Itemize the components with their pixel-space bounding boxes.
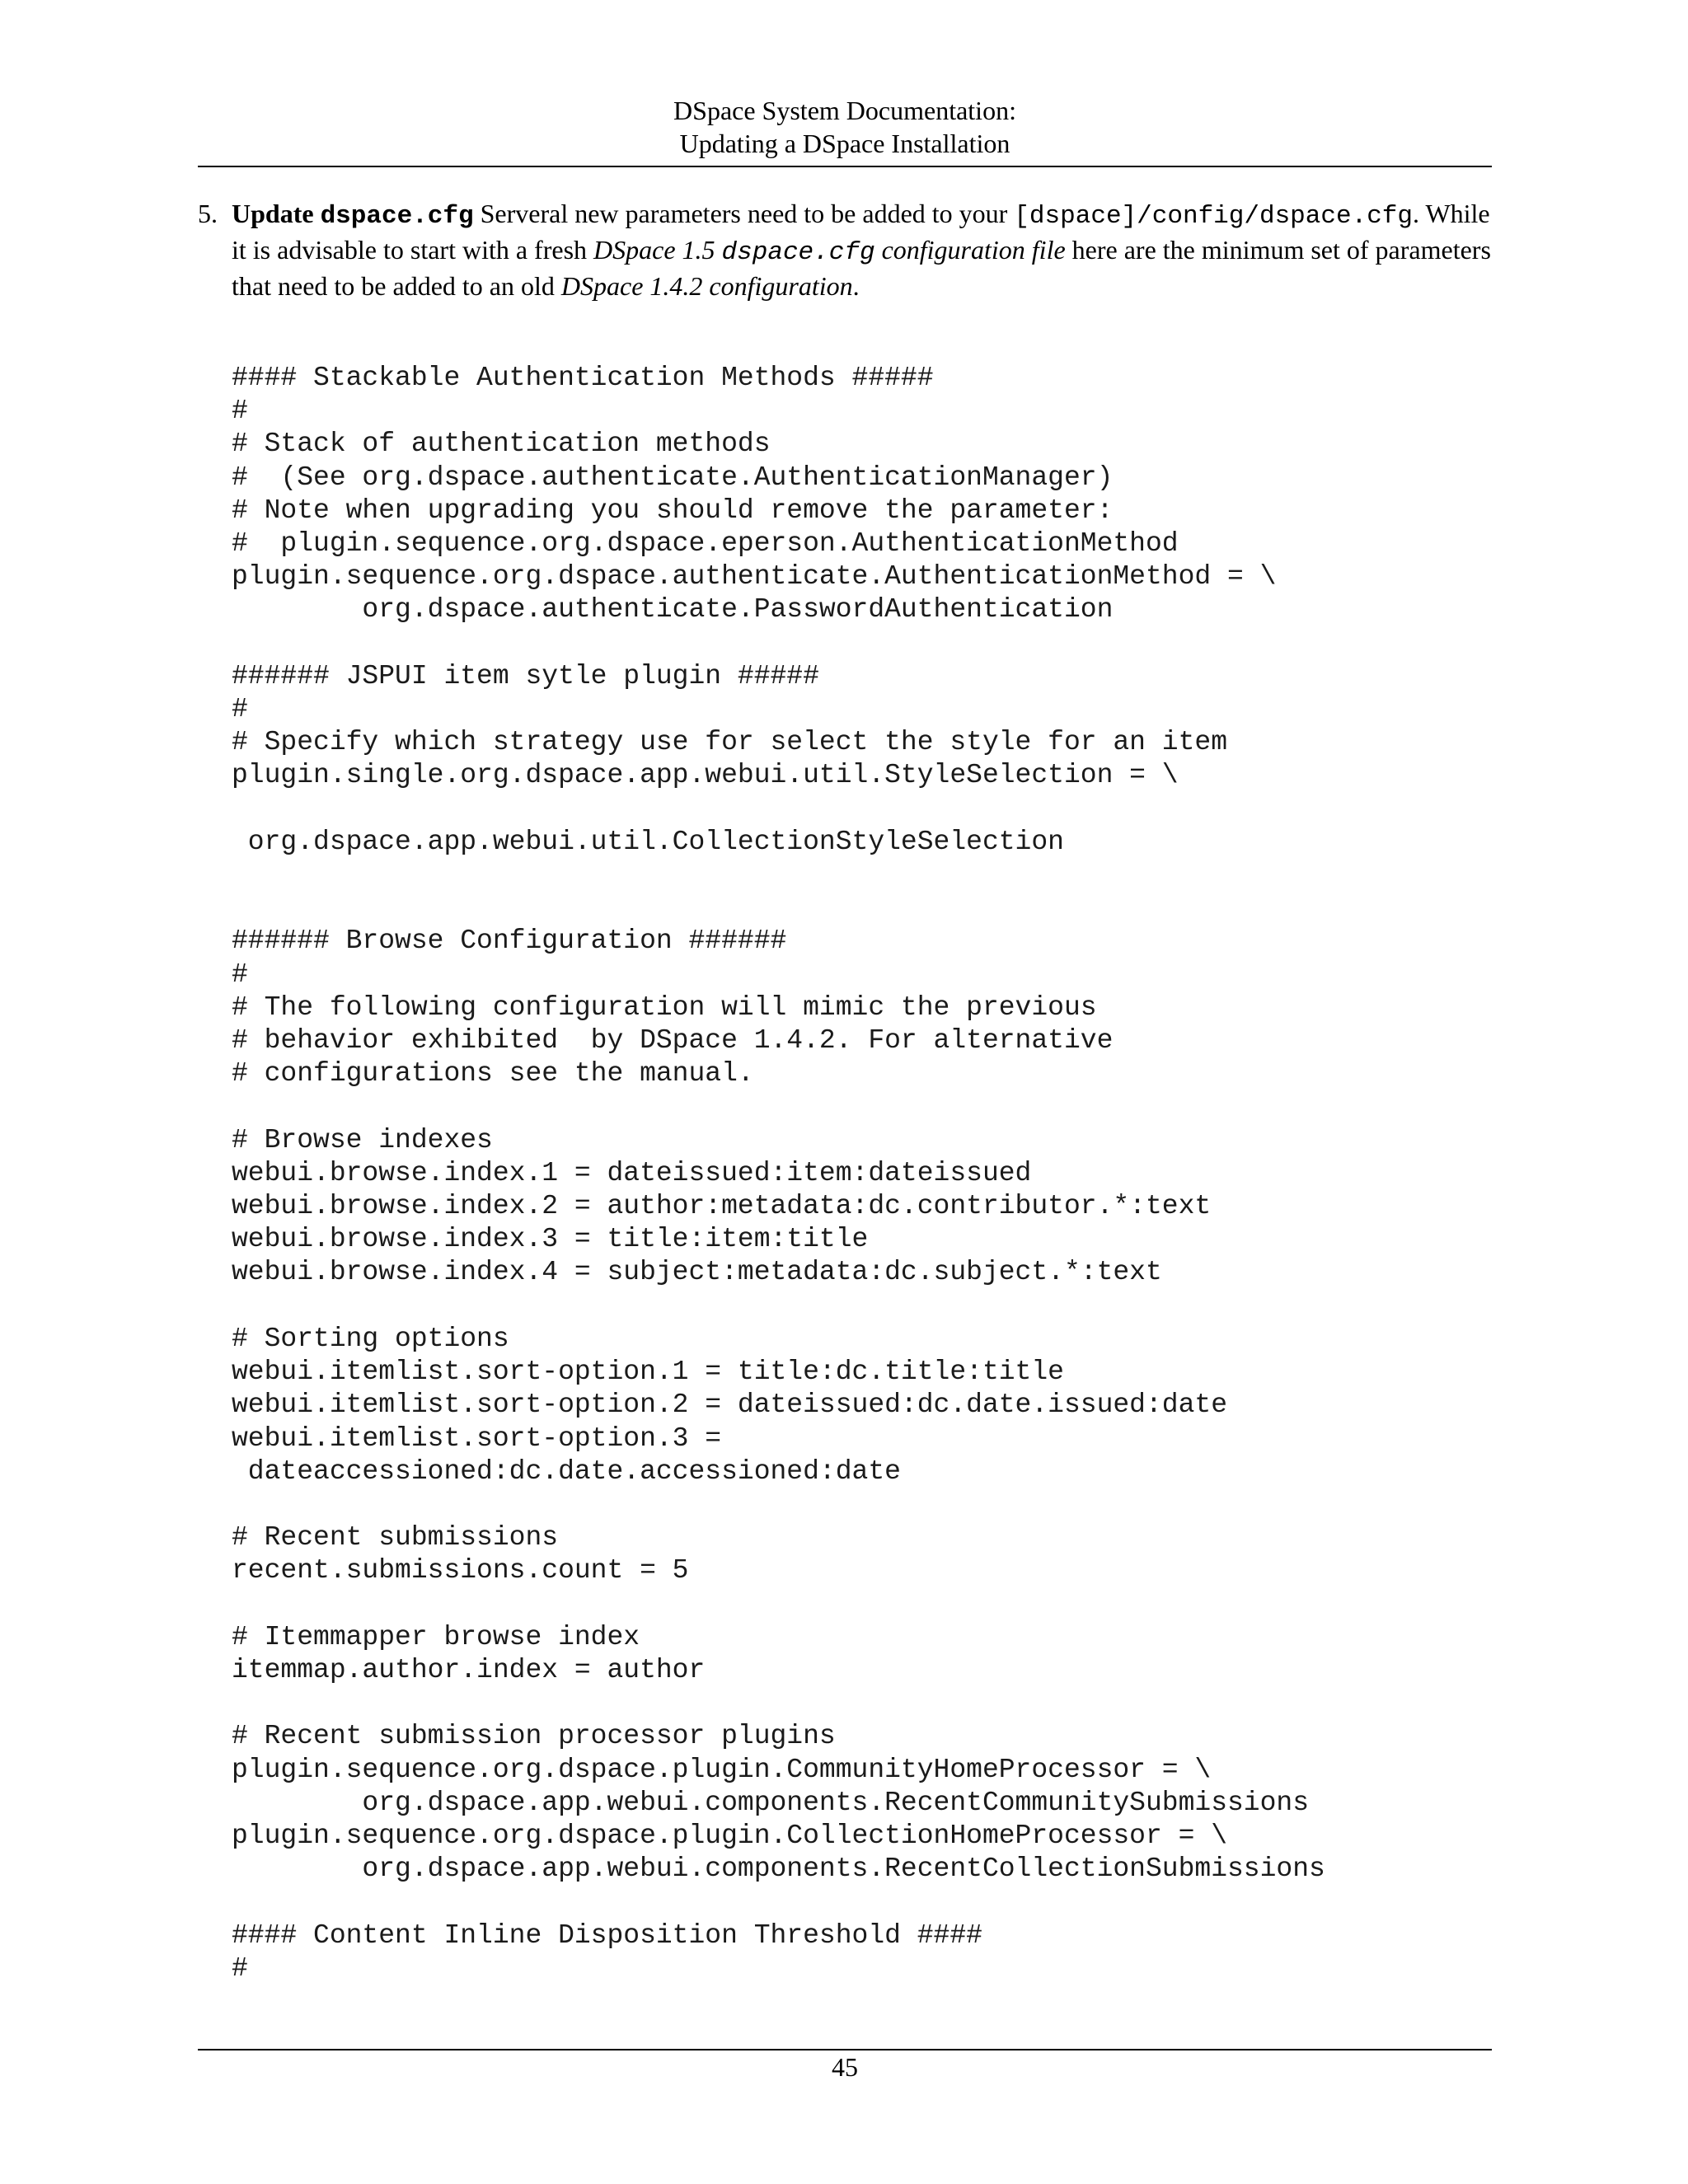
- code-line: org.dspace.app.webui.components.RecentCollectionSubmissions: [232, 1854, 1325, 1885]
- code-line: recent.submissions.count = 5: [232, 1555, 689, 1586]
- header-doc-title: DSpace System Documentation:: [673, 96, 1016, 125]
- header-section-title: Updating a DSpace Installation: [679, 129, 1010, 158]
- code-line: webui.browse.index.4 = subject:metadata:dc.subject.*:text: [232, 1257, 1162, 1288]
- code-line: plugin.sequence.org.dspace.plugin.CollectionHomeProcessor = \: [232, 1820, 1227, 1851]
- code-line: webui.itemlist.sort-option.3 =: [232, 1422, 722, 1454]
- step-text-2: . While it is advisable to start with a fresh: [232, 199, 1490, 265]
- code-line: webui.browse.index.2 = author:metadata:dc.contributor.*:text: [232, 1191, 1212, 1222]
- code-line: webui.browse.index.3 = title:item:title: [232, 1224, 869, 1255]
- code-line: #: [232, 694, 248, 725]
- code-line: org.dspace.app.webui.components.RecentCommunitySubmissions: [232, 1787, 1310, 1818]
- code-line: plugin.sequence.org.dspace.authenticate.AuthenticationMethod = \: [232, 561, 1277, 593]
- code-line: dateaccessioned:dc.date.accessioned:date: [232, 1455, 901, 1487]
- code-line: ###### JSPUI item sytle plugin #####: [232, 660, 819, 691]
- step-text-3: here are the minimum set of parameters that need to be added to an old: [232, 235, 1491, 301]
- code-line: org.dspace.app.webui.util.CollectionStyleSelection: [232, 826, 1064, 857]
- code-line: # Specify which strategy use for select the style for an item: [232, 727, 1227, 758]
- config-path: [dspace]/config/dspace.cfg: [1014, 202, 1414, 231]
- step-heading: Update: [232, 199, 314, 228]
- step-paragraph: [232, 197, 1496, 302]
- code-line: # plugin.sequence.org.dspace.eperson.AuthenticationMethod: [232, 528, 1179, 560]
- code-line: plugin.single.org.dspace.app.webui.util.StyleSelection = \: [232, 760, 1179, 791]
- code-line: webui.browse.index.1 = dateissued:item:dateissued: [232, 1157, 1032, 1188]
- page-footer: [198, 2050, 1492, 2083]
- step-text-4: .: [852, 271, 860, 301]
- code-line: # The following configuration will mimic the previous: [232, 991, 1097, 1023]
- code-line: #### Stackable Authentication Methods #####: [232, 363, 934, 393]
- code-line: # Recent submissions: [232, 1522, 559, 1554]
- code-line: # Sorting options: [232, 1323, 509, 1354]
- page-number: 45: [832, 2052, 858, 2082]
- code-line: # (See org.dspace.authenticate.AuthenticationManager): [232, 462, 1114, 493]
- code-line: # Itemmapper browse index: [232, 1621, 640, 1652]
- step-heading-code: dspace.cfg: [320, 202, 474, 231]
- code-line: #: [232, 396, 248, 427]
- code-line: #: [232, 1952, 248, 1984]
- page-header: [198, 94, 1492, 160]
- code-line: # Stack of authentication methods: [232, 429, 771, 460]
- header-rule: [198, 166, 1492, 167]
- code-line: #### Content Inline Disposition Threshold ####: [232, 1919, 982, 1951]
- step-number: 5.: [198, 199, 218, 228]
- step-italic-2: configuration file: [874, 235, 1066, 265]
- code-line: org.dspace.authenticate.PasswordAuthentication: [232, 594, 1114, 626]
- step-item: [198, 197, 1496, 302]
- code-line: webui.itemlist.sort-option.2 = dateissued:dc.date.issued:date: [232, 1390, 1227, 1421]
- code-line: # behavior exhibited by DSpace 1.4.2. For alternative: [232, 1025, 1114, 1057]
- code-line: plugin.sequence.org.dspace.plugin.CommunityHomeProcessor = \: [232, 1754, 1212, 1785]
- code-line: # Recent submission processor plugins: [232, 1721, 836, 1752]
- code-line: #: [232, 958, 248, 990]
- step-italic-1: DSpace 1.5: [593, 235, 722, 265]
- step-text-1: Serveral new parameters need to be added to your: [473, 199, 1015, 228]
- config-code-block: [232, 362, 1325, 1985]
- code-line: # Browse indexes: [232, 1124, 493, 1155]
- code-line: itemmap.author.index = author: [232, 1654, 706, 1685]
- code-line: # configurations see the manual.: [232, 1058, 754, 1090]
- code-line: ###### Browse Configuration ######: [232, 926, 787, 957]
- code-line: webui.itemlist.sort-option.1 = title:dc.title:title: [232, 1357, 1064, 1388]
- step-italic-code: dspace.cfg: [721, 238, 875, 267]
- step-italic-3: DSpace 1.4.2 configuration: [560, 271, 853, 301]
- code-line: # Note when upgrading you should remove the parameter:: [232, 494, 1114, 526]
